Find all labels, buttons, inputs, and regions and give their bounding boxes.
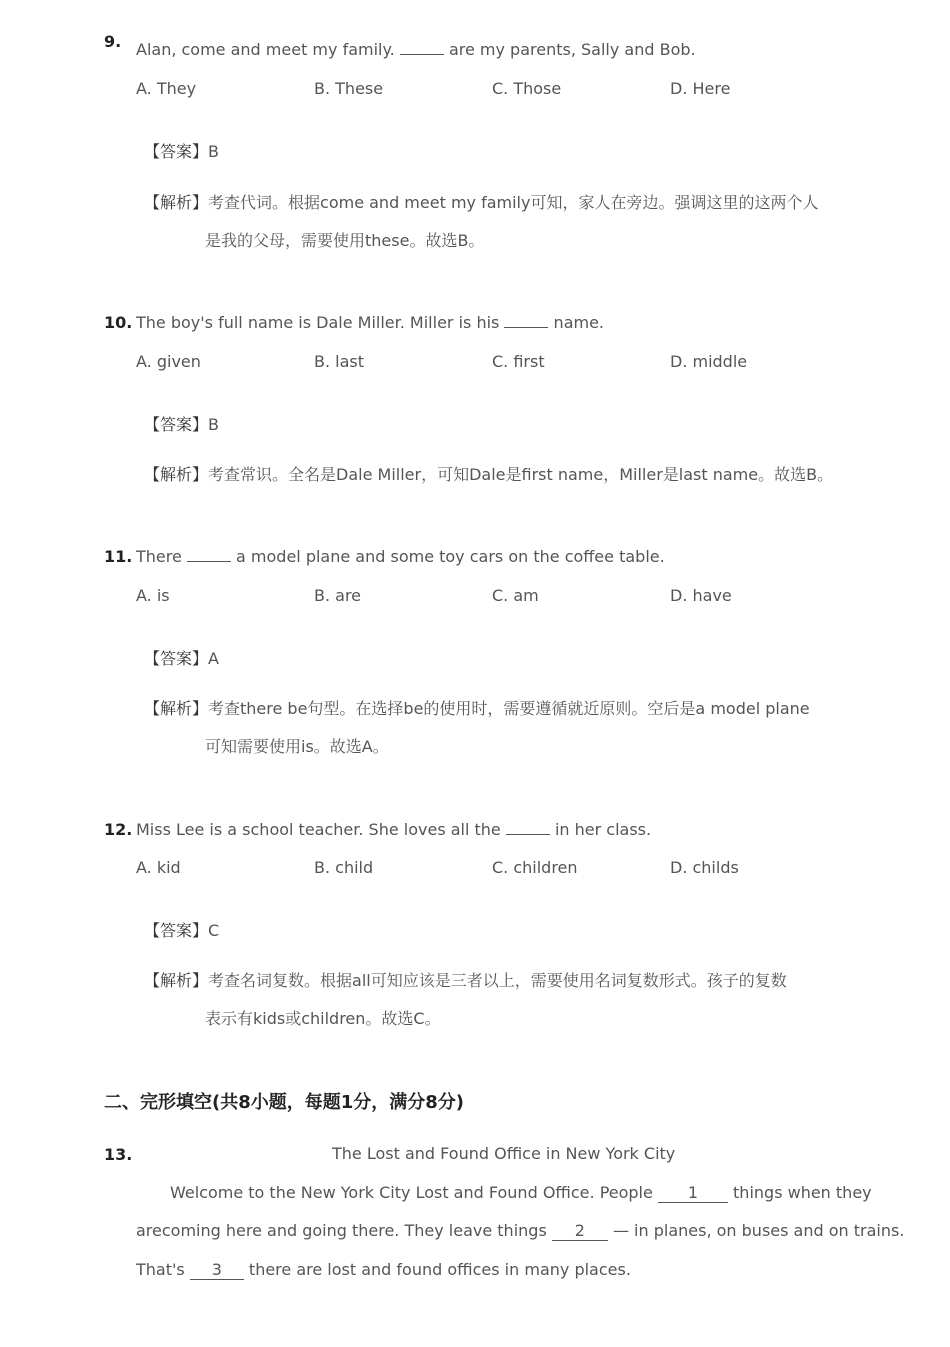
- analysis-line-1: 【解析】考查名词复数。根据all可知应该是三者以上，需要使用名词复数形式。孩子的复数: [144, 971, 787, 990]
- passage-title: The Lost and Found Office in New York City: [332, 1144, 676, 1163]
- cloze-blank-1: 1: [658, 1184, 728, 1203]
- section-heading: 二、完形填空(共8小题，每题1分，满分8分): [104, 1092, 465, 1113]
- analysis-line-1: 【解析】考查代词。根据come and meet my family可知，家人在旁边。强调这里的这两个人: [144, 193, 819, 212]
- cloze-blank-3: 3: [190, 1261, 244, 1280]
- passage-line-2: arecoming here and going there. They leave things 2 — in planes, on buses and on trains.: [136, 1221, 905, 1240]
- option-a: A. is: [136, 586, 170, 605]
- analysis-line-2: 是我的父母，需要使用these。故选B。: [205, 231, 485, 250]
- question-stem: The boy's full name is Dale Miller. Miller is his name.: [136, 313, 605, 332]
- option-a: A. kid: [136, 858, 181, 877]
- answer-value: B: [208, 415, 219, 434]
- answer-line: 【答案】C: [144, 921, 220, 940]
- option-d: D. have: [670, 586, 732, 605]
- question-number: 9.: [104, 32, 122, 51]
- option-d: D. middle: [670, 352, 748, 371]
- option-c: C. children: [492, 858, 578, 877]
- answer-blank: [187, 547, 231, 562]
- analysis-line-1: 【解析】考查there be句型。在选择be的使用时，需要遵循就近原则。空后是a model plane: [144, 699, 810, 718]
- answer-value: B: [208, 142, 219, 161]
- option-a: A. given: [136, 352, 201, 371]
- passage-line-3: That's 3 there are lost and found offices in many places.: [136, 1260, 631, 1279]
- cloze-blank-2: 2: [552, 1222, 608, 1241]
- question-stem: Alan, come and meet my family. are my parents, Sally and Bob.: [136, 40, 696, 59]
- question-number: 11.: [104, 547, 133, 566]
- analysis-line-2: 可知需要使用is。故选A。: [205, 737, 389, 756]
- option-c: C. am: [492, 586, 539, 605]
- option-d: D. childs: [670, 858, 739, 877]
- answer-line: 【答案】A: [144, 649, 219, 668]
- question-number: 13.: [104, 1145, 133, 1164]
- passage-line-1: Welcome to the New York City Lost and Found Office. People 1 things when they: [170, 1183, 872, 1202]
- question-number: 12.: [104, 820, 133, 839]
- answer-blank: [506, 820, 550, 835]
- answer-blank: [504, 313, 548, 328]
- option-c: C. Those: [492, 79, 562, 98]
- option-d: D. Here: [670, 79, 731, 98]
- option-b: B. last: [314, 352, 365, 371]
- option-b: B. are: [314, 586, 362, 605]
- answer-line: 【答案】B: [144, 142, 219, 161]
- option-c: C. first: [492, 352, 545, 371]
- analysis-line-2: 表示有kids或children。故选C。: [205, 1009, 441, 1028]
- option-a: A. They: [136, 79, 197, 98]
- answer-value: C: [208, 921, 220, 940]
- answer-value: A: [208, 649, 219, 668]
- answer-blank: [400, 40, 444, 55]
- option-b: B. child: [314, 858, 374, 877]
- answer-line: 【答案】B: [144, 415, 219, 434]
- question-stem: There a model plane and some toy cars on the coffee table.: [136, 547, 665, 566]
- question-stem: Miss Lee is a school teacher. She loves all the in her class.: [136, 820, 652, 839]
- analysis-line-1: 【解析】考查常识。全名是Dale Miller，可知Dale是first name，Miller是last name。故选B。: [144, 465, 834, 484]
- option-b: B. These: [314, 79, 384, 98]
- question-number: 10.: [104, 313, 133, 332]
